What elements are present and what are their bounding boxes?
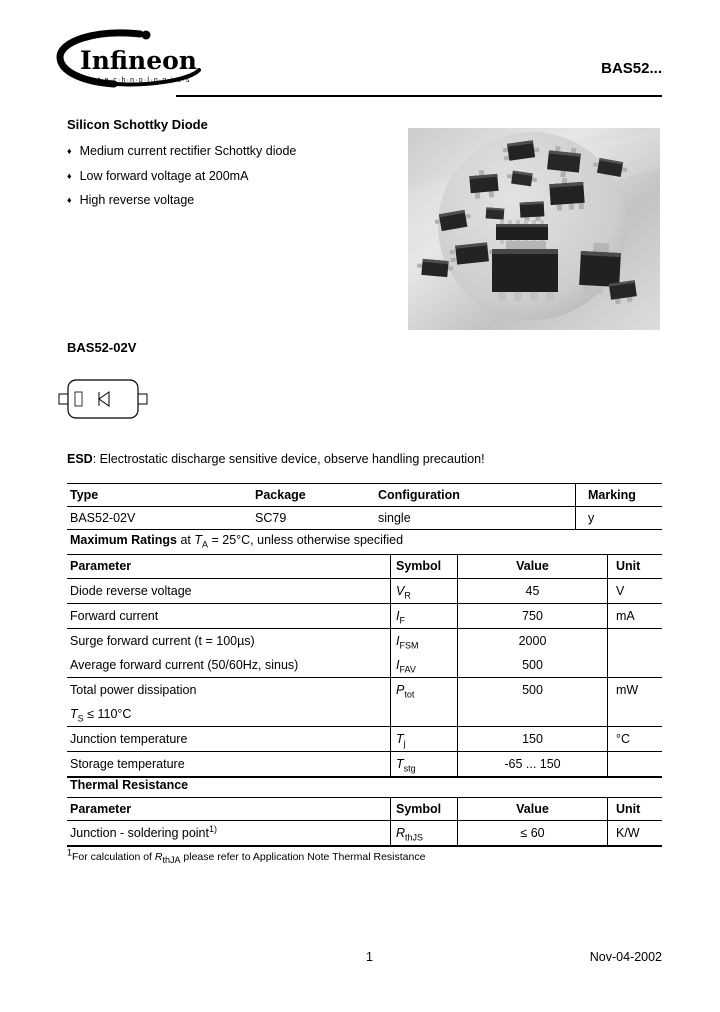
col-symbol: Symbol [390,798,457,820]
symbol-letter: I [396,634,400,648]
table-row [67,653,662,678]
table-row [67,604,662,629]
symbol-subscript: R [404,590,411,601]
symbol-letter: I [396,658,400,672]
symbol-letter: T [396,732,404,746]
cell-value: 45 [457,579,607,603]
type-table-header-row [67,484,662,507]
max-ratings-caption [70,533,404,550]
esd-note [67,452,485,466]
cell-parameter [67,821,390,845]
package-pin-left [59,394,68,404]
symbol-subscript: tot [404,689,415,700]
symbol-letter: R [154,851,163,863]
cell-parameter [67,678,390,726]
symbol-subscript: S [77,713,84,724]
variant-title: BAS52-02V [67,340,137,355]
footnote-marker: 1) [208,823,217,834]
cell-package: SC79 [255,511,287,525]
param-line2 [70,702,390,726]
package-pin-right [138,394,147,404]
logo-dot-icon [142,31,151,40]
param-line2-text: ≤ 110°C [83,707,132,721]
col-configuration: Configuration [378,488,460,502]
symbol-subscript: FSM [399,640,419,651]
cell-parameter: Surge forward current (t = 100µs) [70,634,255,648]
col-unit: Unit [607,555,662,578]
smd-chip [486,207,505,219]
cell-parameter: Average forward current (50/60Hz, sinus) [70,658,299,672]
col-value: Value [457,555,607,578]
symbol-letter: P [396,683,405,697]
cell-parameter: Junction temperature [70,732,188,746]
cell-unit: K/W [607,821,662,845]
col-parameter: Parameter [70,559,132,573]
caption-subscript: A [201,539,208,550]
thermal-resistance-table [67,797,662,847]
col-value: Value [457,798,607,820]
symbol-letter: V [396,584,405,598]
cell-symbol [390,629,457,653]
esd-text: : Electrostatic discharge sensitive device, observe handling precaution! [92,452,485,466]
col-type: Type [70,488,99,502]
col-symbol: Symbol [390,555,457,578]
product-photo [408,128,660,330]
caption-bold: Maximum Ratings [70,533,177,547]
type-table-row [67,507,662,530]
symbol-letter: T [396,757,404,771]
max-ratings-table [67,554,662,778]
cell-value: 150 [457,727,607,751]
cell-unit [607,653,662,677]
table-row [67,821,662,847]
product-photo-graphic [408,128,660,330]
table-row [67,678,662,727]
table-row [67,629,662,653]
header-rule [176,95,662,97]
symbol-letter: I [396,609,400,623]
symbol-subscript: j [403,738,406,749]
cell-value: -65 ... 150 [457,752,607,776]
part-number-title: BAS52... [601,60,662,77]
table-row [67,579,662,604]
thermal-resistance-title: Thermal Resistance [70,778,189,792]
caption-text: = 25°C, unless otherwise specified [208,533,404,547]
symbol-letter: R [396,826,406,840]
cell-unit: mW [607,678,662,726]
param-text: Junction - soldering point [70,826,209,840]
cell-marking: y [575,507,662,529]
cell-symbol [390,653,457,677]
feature-list [67,139,296,213]
symbol-letter: T [70,707,78,721]
esd-label: ESD [67,452,93,466]
type-table [67,483,662,530]
cell-symbol [390,579,457,603]
footnote-marker: 1 [67,847,73,858]
footnote [67,847,426,866]
cell-parameter: Storage temperature [70,757,185,771]
col-package: Package [255,488,306,502]
col-parameter: Parameter [70,802,132,816]
symbol-subscript: stg [403,763,416,774]
cell-configuration: single [378,511,411,525]
symbol-subscript: thJS [405,832,424,843]
footnote-text: For calculation of [72,851,155,863]
symbol-subscript: F [399,615,405,626]
infineon-logo-graphic [52,26,204,90]
cell-type: BAS52-02V [70,511,136,525]
feature-item: ♦ Low forward voltage at 200mA [67,164,296,189]
package-outline-drawing [56,374,151,429]
cell-symbol [390,604,457,628]
cell-unit: °C [607,727,662,751]
cell-symbol [390,752,457,776]
symbol-subscript: FAV [399,664,416,675]
product-title: Silicon Schottky Diode [67,117,208,132]
cell-unit: mA [607,604,662,628]
cell-value: 500 [457,678,607,726]
page-number: 1 [366,950,373,964]
table-row [67,752,662,778]
feature-item: ♦ Medium current rectifier Schottky diode [67,139,296,164]
cell-symbol [390,727,457,751]
cell-unit: V [607,579,662,603]
footnote-text: please refer to Application Note Thermal Resistance [180,851,426,863]
cell-value: 750 [457,604,607,628]
cell-unit [607,752,662,776]
cell-symbol [390,678,457,726]
package-body [68,380,138,418]
caption-text: at [176,533,195,547]
package-outline-graphic [56,374,151,426]
cell-value: 500 [457,653,607,677]
col-marking: Marking [575,484,662,506]
infineon-logo [52,26,204,93]
footer-date: Nov-04-2002 [589,950,662,964]
cell-value: ≤ 60 [457,821,607,845]
symbol-subscript: thJA [162,855,181,866]
smd-chip [492,241,558,301]
table-row [67,727,662,752]
logo-subtext: t·e·c·h·n·o·l·o·g·i·e·s [98,77,191,84]
feature-item: ♦ High reverse voltage [67,188,296,213]
cell-value: 2000 [457,629,607,653]
col-unit: Unit [607,798,662,820]
thermal-header-row [67,798,662,821]
cell-symbol [390,821,457,845]
cell-parameter: Forward current [70,609,159,623]
cell-unit [607,629,662,653]
param-line1: Total power dissipation [70,683,197,697]
caption-symbol: T [194,533,202,547]
cell-parameter: Diode reverse voltage [70,584,192,598]
logo-wordmark: Infineon [80,46,197,75]
ratings-header-row [67,555,662,579]
